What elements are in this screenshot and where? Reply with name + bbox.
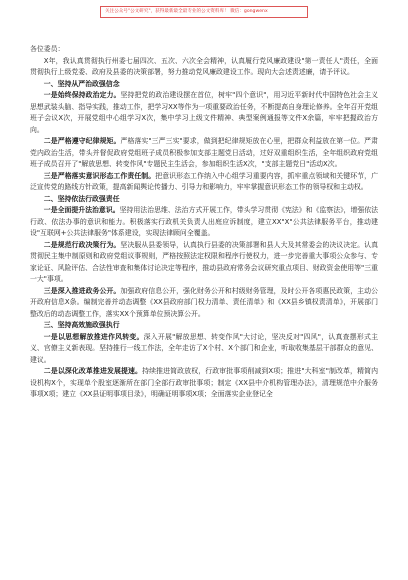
paragraph-body: 严格落实"三严三实"要求，做到把纪律规矩放在心里，把群众利益放在第一位。严肃党内政治生活，带头并督促政府党组班子成员积极参加支部主题党日活动，过好双重组织生活，全年组织政府党组班子成员召开了"解放思想、转变作风"专题民主生活会，参加组织生活X次，"支部主题党日"活动X次。 — [30, 137, 378, 168]
paragraph-lead: 二是规范行政决策行为。 — [43, 240, 121, 249]
section-heading-2: 二、坚持依法行政强责任 — [43, 194, 120, 203]
paragraph — [30, 90, 378, 136]
paragraph — [30, 286, 378, 321]
paragraph-lead: 一是以思想解放推进作风转变。 — [43, 332, 144, 341]
paragraph — [30, 205, 378, 240]
paragraph — [30, 366, 378, 401]
promo-banner[interactable]: 关注公众号"公文研究"，获得最新最全最专业的公文资料库！ 微信：gongwenx — [100, 6, 308, 18]
paragraph-lead: 二是以深化改革推进发展提速。 — [43, 367, 143, 375]
paragraph-body: 持续推进简政放权，行政审批事项削减到X项；推进"大科室"制改革，精简内设机构X个，实现单个股室逐渐所在部门全部行政审批事项；制定《XX县中介机构管理办法》，清理规范中介服务事项X项；建立《XX县证明事项目录》，明确证明事项X项；全面落实企业登记全 — [30, 367, 379, 398]
section-heading-3: 三、坚持高效施政强执行 — [43, 321, 120, 329]
paragraph-body: 深入开展"解放思想、转变作风"大讨论，坚决反对"四风"，认真查摆形式主义、官僚主义新表现。坚持推行一线工作法，全年走访了X个村、X个部门和企业，听取收集基层干部群众的意见、建议。 — [30, 332, 378, 364]
paragraph-lead: 一是始终保持政治定力。 — [43, 91, 121, 99]
paragraph-body: 坚持用法治思维、法治方式开展工作，带头学习贯彻《宪法》和《监察法》，增强依法行政、依法办事的意识和能力。积极落实行政机关负责人出庭应诉制度，建立XX"X"公共法律服务平台，推动建设"互联网+公共法律服务"体系建设，实现法律顾问全覆盖。 — [30, 206, 379, 237]
paragraph-lead: 二是严格遵守纪律规矩。 — [43, 137, 121, 145]
intro-paragraph: X年，我认真贯彻执行州委七届四次、五次、六次全会精神，认真履行党风廉政建设"第一责任人"责任，全面贯彻执行上级党委、政府及县委的决策部署，努力推动党风廉政建设工作。现向大会述责述廉，请予评议。 — [30, 56, 378, 76]
paragraph-body: 坚决服从县委领导，认真执行县委的决策部署和县人大及其常委会的决议决定。认真贯彻民主集中制原则和政府党组议事规则，严格按照法定权限和程序行使权力，进一步完善重大事项公众参与、专家论证、风险评估、合法性审查和集体讨论决定等程序，推动县政府常务会议研究重点项目、财政资金使用等"三重一大"事项。 — [30, 240, 379, 283]
paragraph-lead: 三是严格落实意识形态工作责任制。 — [43, 171, 156, 180]
greeting: 各位委员： — [30, 45, 65, 53]
paragraph — [30, 136, 378, 171]
paragraph — [30, 240, 378, 286]
paragraph-body: 把意识形态工作纳入中心组学习重要内容，抓牢重点领域和关键环节，广泛宣传党的路线方针政策，提高新闻舆论传播力、引导力和影响力，牢牢掌握意识形态工作的领导权和主动权。 — [30, 171, 379, 191]
section-heading-1: 一、坚持从严治政强信念 — [43, 79, 120, 88]
document-body — [30, 44, 378, 401]
paragraph-lead: 三是深入推进政务公开。 — [43, 286, 121, 295]
paragraph-body: 坚持把党的政治建设摆在首位，树牢"四个意识"，用习近平新时代中国特色社会主义思想武装头脑、指导实践，推动工作，把学习XX等作为一项重要政治任务，不断提高自身理论修养。全年召开党组班子会议X次，开展党组中心组学习X次，集中学习上级文件精神、典型案例通报等文件X余篇，牢牢把握政治方向。 — [30, 91, 378, 134]
paragraph — [30, 332, 378, 367]
paragraph-lead: 一是全面提升法治意识。 — [43, 206, 120, 214]
paragraph-body: 加强政府信息公开，强化财务公开和村级财务管理，及时公开各项惠民政策，主动公开政府信息X条。编制完善并动态调整《XX县政府部门权力清单、责任清单》和《XX县乡镇权责清单》，开展部门整改后的动态调整工作，落实XX个预算单位预决算公开。 — [30, 286, 379, 318]
paragraph — [30, 171, 378, 194]
